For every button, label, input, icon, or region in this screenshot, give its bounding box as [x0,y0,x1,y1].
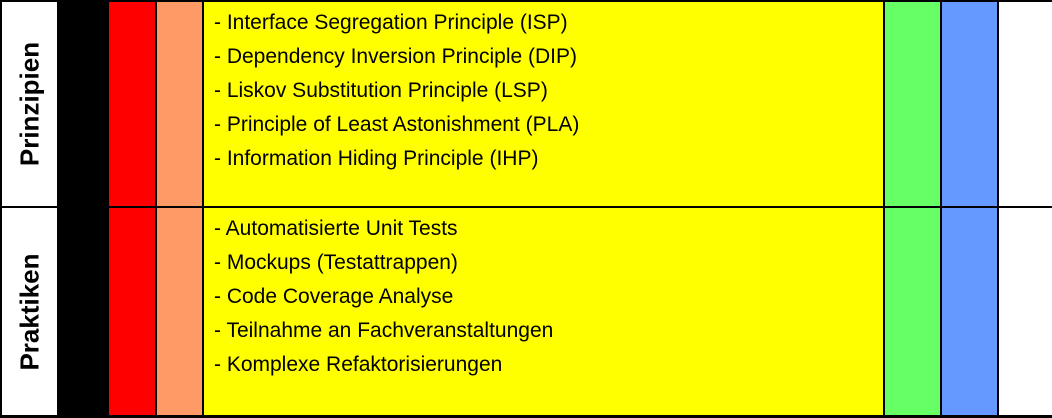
red-column-cell [109,208,155,415]
green-column-cell [885,208,940,415]
green-column-cell [885,2,940,206]
black-column-cell [59,208,107,415]
white-column-cell [999,208,1052,415]
list-item: - Mockups (Testattrappen) [214,251,458,274]
list-item: - Komplexe Refaktorisierungen [214,353,503,376]
yellow-content-cell-prinzipien [204,2,883,206]
row-label-praktiken [2,208,57,415]
list-item: - Automatisierte Unit Tests [214,217,458,240]
orange-column-cell [157,208,202,415]
list-item: - Code Coverage Analyse [214,285,454,308]
row-label-text: Praktiken [14,252,44,371]
white-column-cell [999,2,1052,206]
row-label-prinzipien [2,2,57,206]
black-column-cell [59,2,107,206]
list-item: - Interface Segregation Principle (ISP) [214,11,568,34]
orange-column-cell [157,2,202,206]
yellow-content-cell-praktiken [204,208,883,415]
row-label-text: Prinzipien [14,41,44,167]
list-item: - Principle of Least Astonishment (PLA) [214,113,580,136]
list-item: - Teilnahme an Fachveranstaltungen [214,319,554,342]
list-item: - Liskov Substitution Principle (LSP) [214,79,548,102]
red-column-cell [109,2,155,206]
list-item: - Information Hiding Principle (IHP) [214,147,539,170]
list-item: - Dependency Inversion Principle (DIP) [214,45,577,68]
blue-column-cell [942,2,997,206]
blue-column-cell [942,208,997,415]
